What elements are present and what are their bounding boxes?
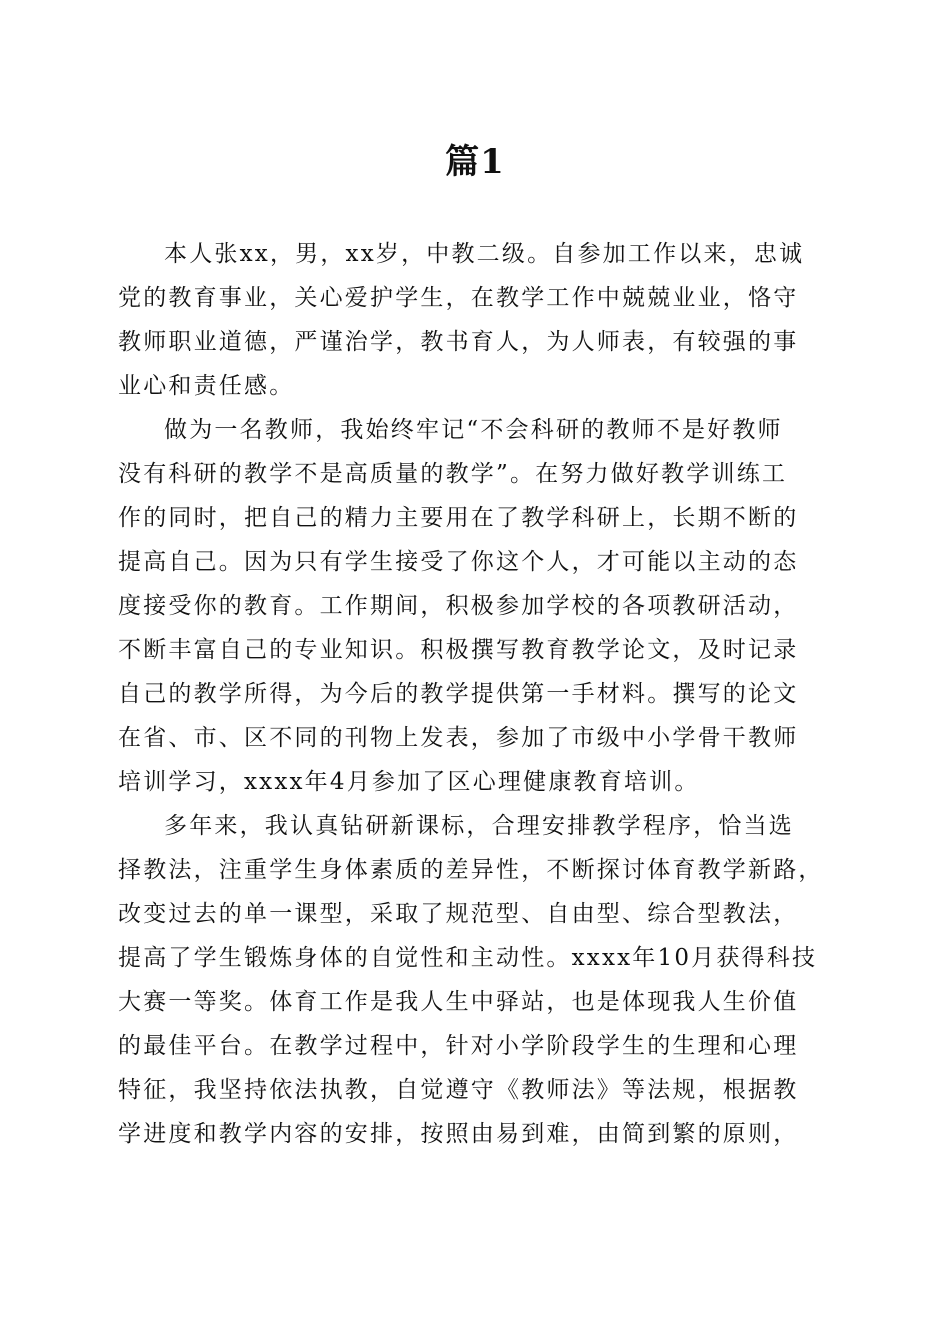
text-line: 做为一名教师，我始终牢记“不会科研的教师不是好教师	[164, 417, 783, 443]
text-line: 不断丰富自己的专业知识。积极撰写教育教学论文，及时记录	[118, 637, 799, 663]
paragraph-2	[118, 408, 834, 804]
text-line: 多年来，我认真钻研新课标，合理安排教学程序，恰当选	[164, 813, 794, 839]
document-title: 篇1	[445, 142, 505, 182]
text-line: 改变过去的单一课型，采取了规范型、自由型、综合型教法，	[118, 901, 799, 927]
text-line: 提高了学生锻炼身体的自觉性和主动性。xxxx年10月获得科技	[118, 945, 818, 971]
text-line: 没有科研的教学不是高质量的教学”。在努力做好教学训练工	[118, 461, 788, 487]
text-line: 择教法，注重学生身体素质的差异性，不断探讨体育教学新路，	[118, 857, 824, 883]
text-line: 度接受你的教育。工作期间，积极参加学校的各项教研活动，	[118, 593, 799, 619]
text-line: 大赛一等奖。体育工作是我人生中驿站，也是体现我人生价值	[118, 989, 799, 1015]
text-line: 作的同时，把自己的精力主要用在了教学科研上，长期不断的	[118, 505, 799, 531]
text-line: 自己的教学所得，为今后的教学提供第一手材料。撰写的论文	[118, 681, 799, 707]
paragraph-3	[118, 804, 834, 1156]
text-line: 本人张xx，男，xx岁，中教二级。自参加工作以来，忠诚	[164, 241, 805, 267]
text-line: 党的教育事业，关心爱护学生，在教学工作中兢兢业业，恪守	[118, 285, 799, 311]
text-line: 培训学习，xxxx年4月参加了区心理健康教育培训。	[118, 769, 700, 795]
text-line: 业心和责任感。	[118, 373, 295, 399]
text-line: 学进度和教学内容的安排，按照由易到难，由简到繁的原则，	[118, 1121, 799, 1147]
document-body	[118, 232, 834, 1156]
text-line: 特征，我坚持依法执教，自觉遵守《教师法》等法规，根据教	[118, 1077, 799, 1103]
paragraph-1	[118, 232, 834, 408]
text-line: 的最佳平台。在教学过程中，针对小学阶段学生的生理和心理	[118, 1033, 799, 1059]
text-line: 教师职业道德，严谨治学，教书育人，为人师表，有较强的事	[118, 329, 799, 355]
text-line: 在省、市、区不同的刊物上发表，参加了市级中小学骨干教师	[118, 725, 799, 751]
text-line: 提高自己。因为只有学生接受了你这个人，才可能以主动的态	[118, 549, 799, 575]
